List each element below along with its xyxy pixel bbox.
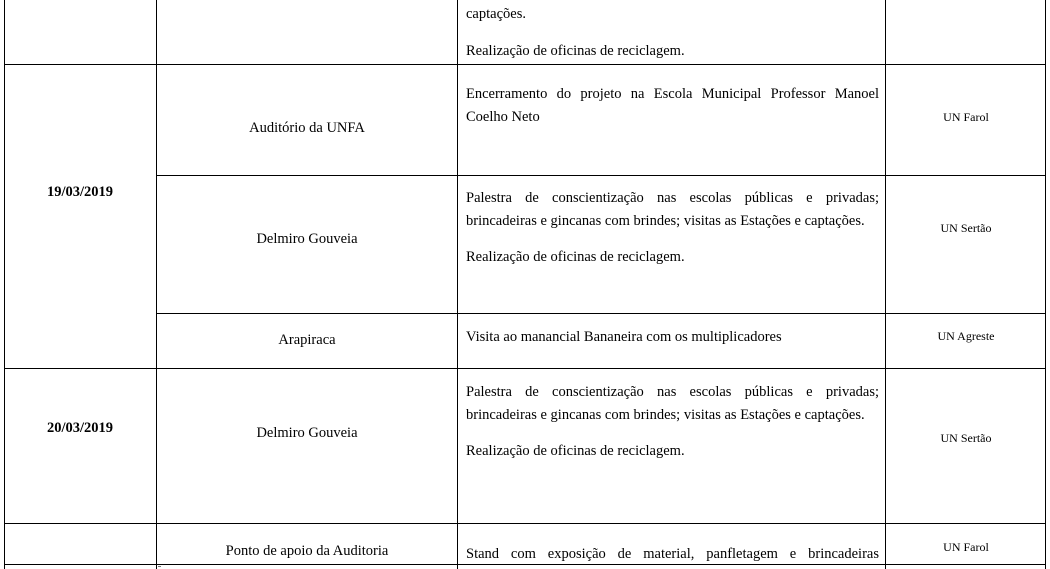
table-border-left <box>4 0 5 569</box>
activity-text: Palestra de conscientização nas escolas públicas e privadas; brincadeiras e gincanas com brindes; visitas as Estações e captações. <box>466 190 879 229</box>
activity-cell <box>466 83 879 128</box>
location-cell: Delmiro Gouveia <box>256 231 358 247</box>
date-cell: 20/03/2019 <box>46 420 114 436</box>
row-divider <box>156 313 1046 314</box>
location-cell: Auditório da UNFA <box>249 120 365 136</box>
activity-cell <box>466 381 879 463</box>
responsible-cell: UN Sertão <box>940 221 992 235</box>
activity-cell <box>466 543 879 564</box>
responsible-cell: UN Agreste <box>937 329 995 343</box>
row-divider <box>156 175 1046 176</box>
location-cell: Ponto de apoio da Auditoria <box>225 543 389 559</box>
row-divider <box>4 523 1046 524</box>
row-divider <box>4 64 1046 65</box>
column-divider-activity <box>885 0 886 569</box>
responsible-cell: UN Sertão <box>940 431 992 445</box>
activity-text: Palestra de conscientização nas escolas públicas e privadas; brincadeiras e gincanas com brindes; visitas as Estações e captações. <box>466 384 879 423</box>
activity-cell <box>466 326 879 349</box>
activity-cell-partial <box>466 3 879 62</box>
activity-text: Visita ao manancial Bananeira com os multiplicadores <box>466 329 782 345</box>
activity-extra-text: Realização de oficinas de reciclagem. <box>466 443 685 459</box>
date-cell: 19/03/2019 <box>46 184 114 200</box>
column-divider-date <box>156 0 157 569</box>
responsible-cell: UN Farol <box>943 540 989 554</box>
column-divider-location <box>457 0 458 569</box>
activity-extra-text: Realização de oficinas de reciclagem. <box>466 249 685 265</box>
activity-text: Stand com exposição de material, panfletagem e brincadeiras <box>466 546 879 562</box>
row-divider <box>4 564 1046 565</box>
activity-cell <box>466 187 879 269</box>
location-cell: Arapiraca <box>278 332 336 348</box>
activity-text: captações. <box>466 6 526 22</box>
activity-extra-text: Realização de oficinas de reciclagem. <box>466 42 685 59</box>
location-cell: Delmiro Gouveia <box>256 425 358 441</box>
small-mark <box>158 566 161 567</box>
responsible-cell: UN Farol <box>943 110 989 124</box>
table-border-right <box>1045 0 1046 569</box>
activity-text: Encerramento do projeto na Escola Municipal Professor Manoel Coelho Neto <box>466 86 879 125</box>
row-divider <box>4 368 1046 369</box>
